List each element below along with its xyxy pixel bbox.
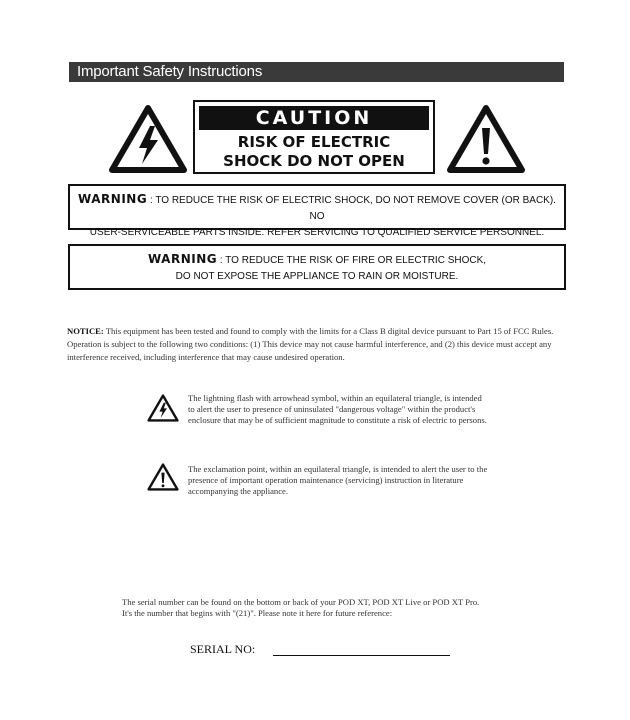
notice-text: This equipment has been tested and found to comply with the limits for a Class B digital device pursuant to Part 15 of FCC Rules. Operation is subject to the following two conditions: (1) This device may not cause harmful interference, and (2) this device must accept any interference received, including interference that may cause undesired operation.	[67, 326, 554, 362]
notice-label: NOTICE:	[67, 326, 104, 336]
warning-shock-box	[68, 184, 566, 238]
exclamation-warning-icon	[446, 104, 526, 174]
warning-label: WARNING	[78, 192, 148, 206]
exclamation-description: The exclamation point, within an equilateral triangle, is intended to alert the user to the presence of important operation maintenance (servicing) instruction in literature accompanying the appliance.	[188, 464, 488, 496]
caution-line-1: RISK OF ELECTRIC	[237, 133, 391, 151]
warning-text-1: : TO REDUCE THE RISK OF ELECTRIC SHOCK, DO NOT REMOVE COVER (OR BACK). NO	[149, 195, 556, 222]
fcc-notice	[67, 325, 567, 364]
warning-text-2: DO NOT EXPOSE THE APPLIANCE TO RAIN OR MOISTURE.	[175, 271, 459, 282]
warning-label: WARNING	[147, 252, 218, 266]
lightning-symbol-icon	[147, 394, 179, 422]
lightning-warning-icon	[108, 104, 188, 174]
serial-note	[122, 597, 552, 619]
warning-fire-box	[68, 244, 566, 290]
serial-number-field[interactable]	[273, 655, 450, 656]
caution-title: CAUTION	[199, 106, 429, 130]
serial-note-line-2: It's the number that begins with "(21)". Please note it here for future reference:	[122, 608, 393, 618]
caution-panel	[193, 100, 435, 174]
lightning-description: The lightning flash with arrowhead symbol, within an equilateral triangle, is intended to alert the user to presence of uninsulated "dangerous voltage" within the product's enclosure that may be of sufficient magnitude to constitute a risk of electric to persons.	[188, 393, 487, 425]
caution-line-2: SHOCK DO NOT OPEN	[223, 152, 405, 170]
warning-text-2: USER-SERVICEABLE PARTS INSIDE. REFER SERVICING TO QUALIFIED SERVICE PERSONNEL.	[89, 227, 545, 238]
section-header: Important Safety Instructions	[69, 62, 564, 82]
exclamation-symbol-icon	[147, 463, 179, 491]
warning-text-1: : TO REDUCE THE RISK OF FIRE OR ELECTRIC SHOCK,	[219, 255, 487, 266]
serial-label: SERIAL NO:	[190, 642, 256, 656]
serial-note-line-1: The serial number can be found on the bottom or back of your POD XT, POD XT Live or POD XT Pro.	[122, 597, 480, 607]
